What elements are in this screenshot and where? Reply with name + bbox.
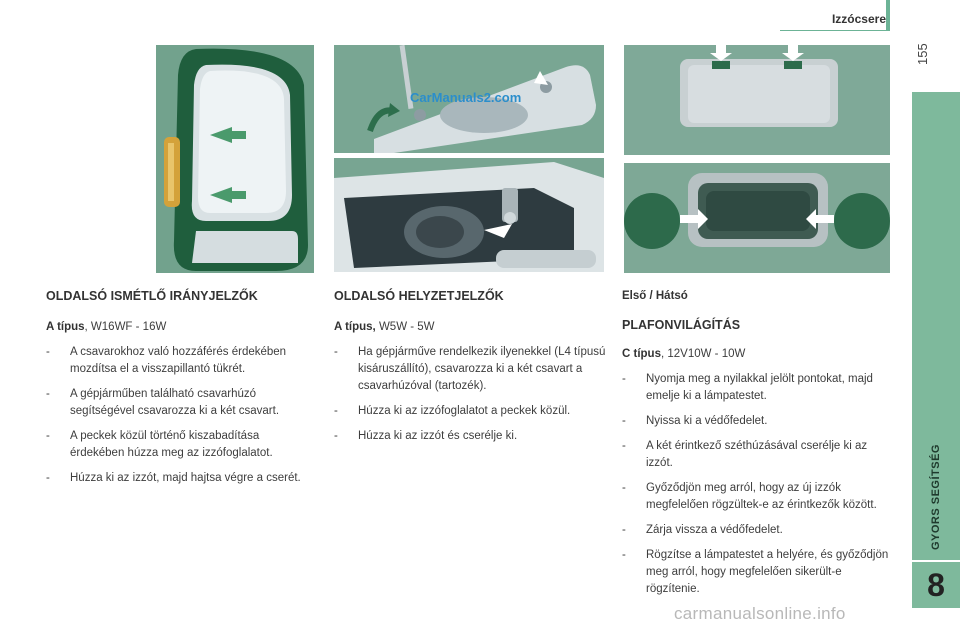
side-marker-heading: OLDALSÓ HELYZETJELZŐK — [334, 289, 504, 303]
ceiling-light-steps — [622, 371, 890, 598]
list-item: - Nyissa ki a védőfedelet. — [622, 413, 890, 430]
side-marker-bulb-type — [334, 319, 606, 336]
bulb-type-value: W5W - 5W — [375, 321, 435, 333]
list-item: - A csavarokhoz való hozzáférés érdekében mozdítsa el a visszapillantó tükrét. — [46, 344, 314, 378]
page-number: 155 — [915, 43, 930, 65]
list-item: - Húzza ki az izzót, majd hajtsa végre a cserét. — [46, 470, 314, 487]
side-repeater-bulb-type — [46, 319, 314, 336]
list-item: - Rögzítse a lámpatestet a helyére, és győződjön meg arról, hogy megfelelően sikerült-e rögzítenie. — [622, 547, 890, 598]
ceiling-light-heading: PLAFONVILÁGÍTÁS — [622, 318, 741, 332]
list-item: - Zárja vissza a védőfedelet. — [622, 522, 890, 539]
list-item: - Ha gépjárműve rendelkezik ilyenekkel (L4 típusú kisáruszállító), csavarozza ki a két csavart a csavarhúzóval (tartozék). — [334, 344, 606, 395]
bulb-type-value: , 12V10W - 10W — [660, 348, 746, 360]
front-rear-subheading: Első / Hátsó — [622, 290, 688, 302]
ceiling-lamp-bottom-illustration — [624, 163, 890, 273]
list-item: - Húzza ki az izzót és cserélje ki. — [334, 428, 606, 445]
mirror-illustration — [46, 45, 314, 273]
list-item: - A gépjárműben található csavarhúzó segítségével csavarozza ki a két csavart. — [46, 386, 314, 420]
ceiling-lamp-top-illustration — [624, 45, 890, 155]
chapter-number: 8 — [912, 562, 960, 608]
side-repeater-section — [46, 288, 314, 487]
bulb-type-label: A típus, — [334, 321, 376, 333]
side-marker-section — [334, 288, 606, 445]
ceiling-light-bulb-type — [622, 346, 890, 363]
list-item: - Húzza ki az izzófoglalatot a peckek közül. — [334, 403, 606, 420]
header-accent-bar — [886, 0, 890, 31]
list-item: - Győződjön meg arról, hogy az új izzók megfelelően rögzültek-e az érintkezők között. — [622, 480, 890, 514]
side-repeater-steps — [46, 344, 314, 487]
chapter-label: GYORS SEGÍTSÉG — [930, 443, 942, 550]
side-marker-bulb-illustration — [334, 158, 604, 272]
side-marker-steps — [334, 344, 606, 445]
section-title: Izzócsere — [831, 12, 886, 26]
header-underline — [780, 30, 890, 31]
list-item: - A két érintkező széthúzásával cserélje ki az izzót. — [622, 438, 890, 472]
list-item: - Nyomja meg a nyilakkal jelölt pontokat, majd emelje ki a lámpatestet. — [622, 371, 890, 405]
bulb-type-value: , W16WF - 16W — [84, 321, 167, 333]
bulb-type-label: A típus — [46, 321, 85, 333]
list-item: - A peckek közül történő kiszabadítása érdekében húzza meg az izzófoglalatot. — [46, 428, 314, 462]
ceiling-light-section — [622, 288, 890, 598]
side-repeater-heading: OLDALSÓ ISMÉTLŐ IRÁNYJELZŐK — [46, 289, 258, 303]
bulb-type-label: C típus — [622, 348, 661, 360]
carmanuals-watermark: CarManuals2.com — [410, 90, 522, 105]
chapter-label-wrap — [912, 92, 960, 560]
footer-watermark: carmanualsonline.info — [674, 604, 846, 623]
